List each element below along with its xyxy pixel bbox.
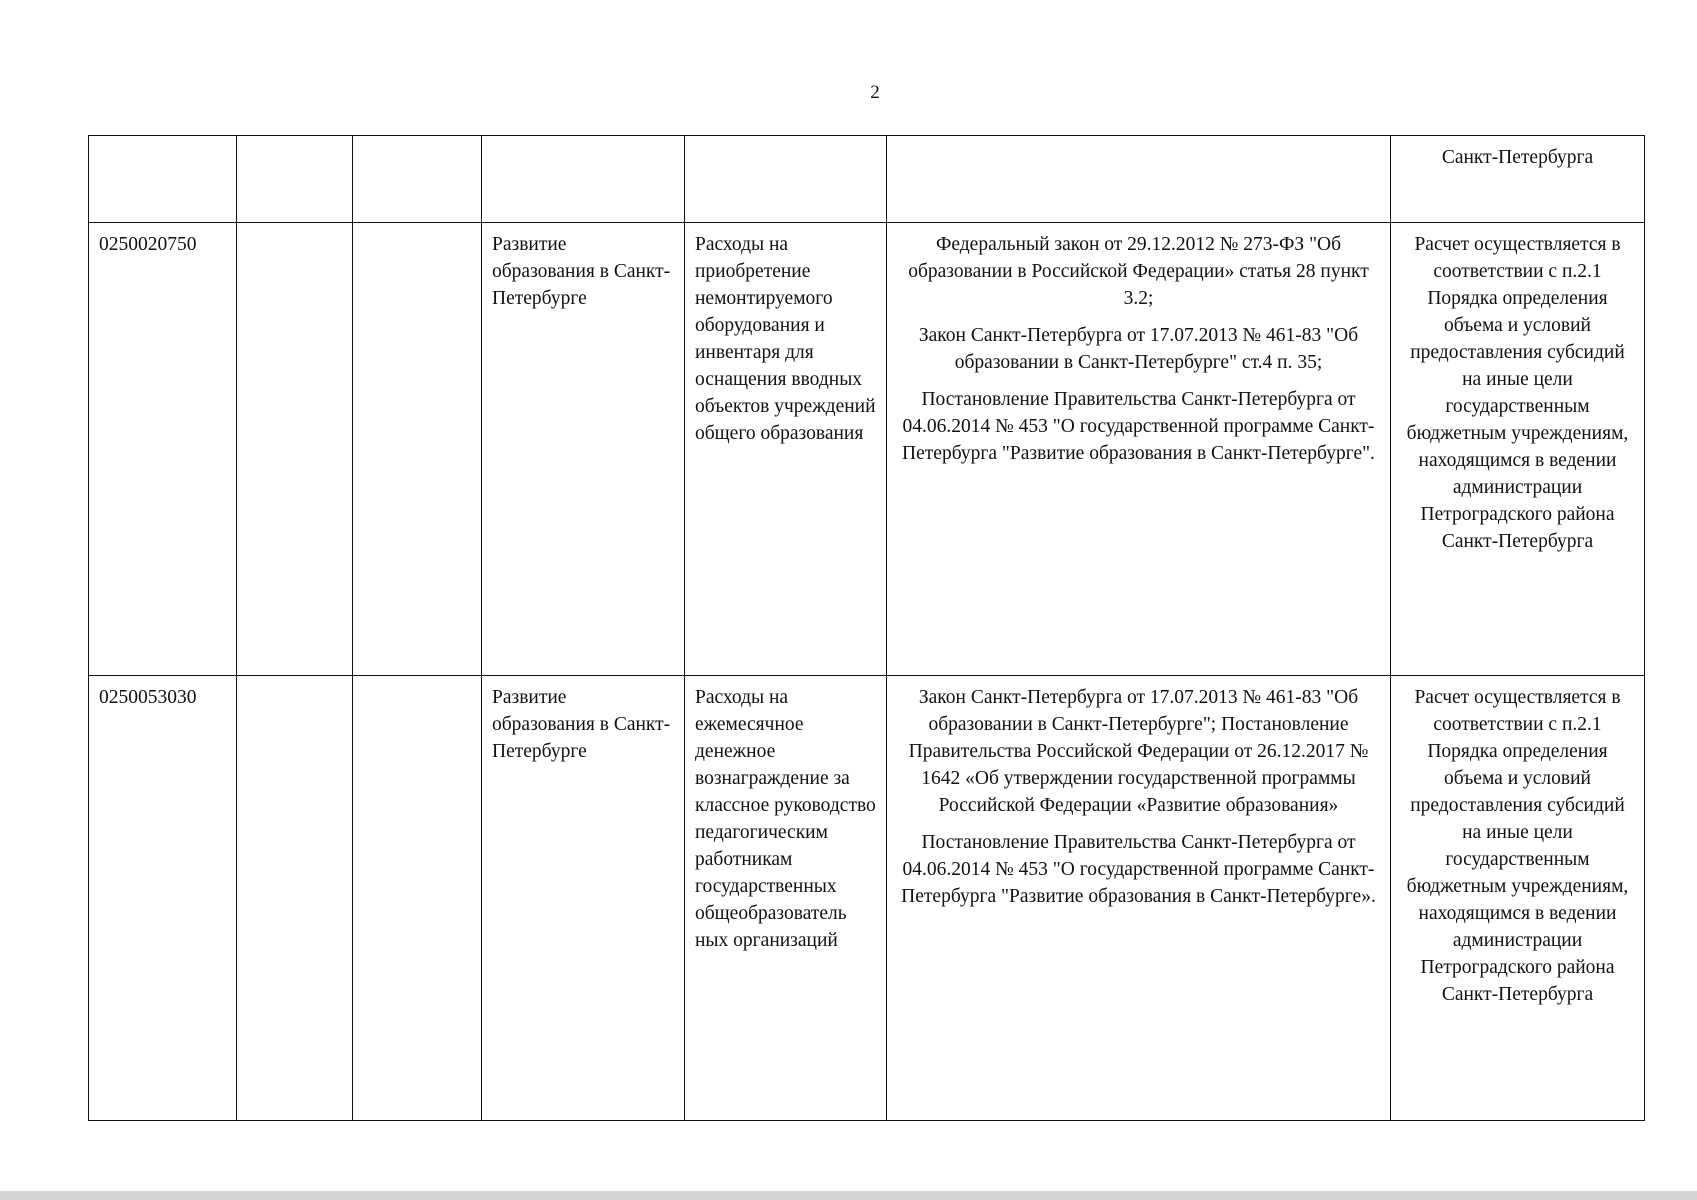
cell-col3 <box>353 223 482 676</box>
cell-col2 <box>237 136 353 223</box>
cell-col2 <box>237 676 353 1121</box>
cell-basis <box>887 136 1391 223</box>
cell-purpose: Расходы на ежемесячное денежное вознаграждение за классное руководство педагогическим работникам государственных общеобразователь ных организаций <box>685 676 887 1121</box>
cell-code: 0250020750 <box>89 223 237 676</box>
cell-program <box>482 136 685 223</box>
cell-program: Развитие образования в Санкт-Петербурге <box>482 676 685 1121</box>
cell-purpose: Расходы на приобретение немонтируемого оборудования и инвентаря для оснащения вводных объектов учреждений общего образования <box>685 223 887 676</box>
cell-calc: Санкт-Петербурга <box>1391 136 1645 223</box>
table-row <box>89 223 1645 676</box>
basis-paragraph: Закон Санкт-Петербурга от 17.07.2013 № 461-83 "Об образовании в Санкт-Петербурге"; Постановление Правительства Российской Федерации от 26.12.2017 № 1642 «Об утверждении государственной программы Российской Федерации «Развитие образования» <box>908 687 1369 816</box>
cell-purpose <box>685 136 887 223</box>
cell-calc: Расчет осуществляется в соответствии с п.2.1 Порядка определения объема и условий предоставления субсидий на иные цели государственным бюджетным учреждениям, находящимся в ведении администрации Петроградского района Санкт-Петербурга <box>1391 676 1645 1121</box>
subsidy-table <box>88 135 1645 1121</box>
basis-paragraph: Постановление Правительства Санкт-Петербурга от 04.06.2014 № 453 "О государственной программе Санкт-Петербурга "Развитие образования в Санкт-Петербурге». <box>901 832 1376 907</box>
cell-code: 0250053030 <box>89 676 237 1121</box>
table-row-continuation <box>89 136 1645 223</box>
page-number: 2 <box>870 82 880 103</box>
cell-col2 <box>237 223 353 676</box>
table-row <box>89 676 1645 1121</box>
cell-program: Развитие образования в Санкт-Петербурге <box>482 223 685 676</box>
cell-col3 <box>353 676 482 1121</box>
basis-paragraph: Федеральный закон от 29.12.2012 № 273-ФЗ "Об образовании в Российской Федерации» статья 28 пункт 3.2; <box>908 234 1369 309</box>
scan-bottom-edge <box>0 1191 1697 1200</box>
cell-basis <box>887 223 1391 676</box>
cell-code <box>89 136 237 223</box>
basis-paragraph: Закон Санкт-Петербурга от 17.07.2013 № 461-83 "Об образовании в Санкт-Петербурге" ст.4 п. 35; <box>918 325 1359 373</box>
basis-paragraph: Постановление Правительства Санкт-Петербурга от 04.06.2014 № 453 "О государственной программе Санкт-Петербурга "Развитие образования в Санкт-Петербурге". <box>902 389 1375 464</box>
cell-col3 <box>353 136 482 223</box>
cell-basis <box>887 676 1391 1121</box>
cell-calc: Расчет осуществляется в соответствии с п.2.1 Порядка определения объема и условий предоставления субсидий на иные цели государственным бюджетным учреждениям, находящимся в ведении администрации Петроградского района Санкт-Петербурга <box>1391 223 1645 676</box>
